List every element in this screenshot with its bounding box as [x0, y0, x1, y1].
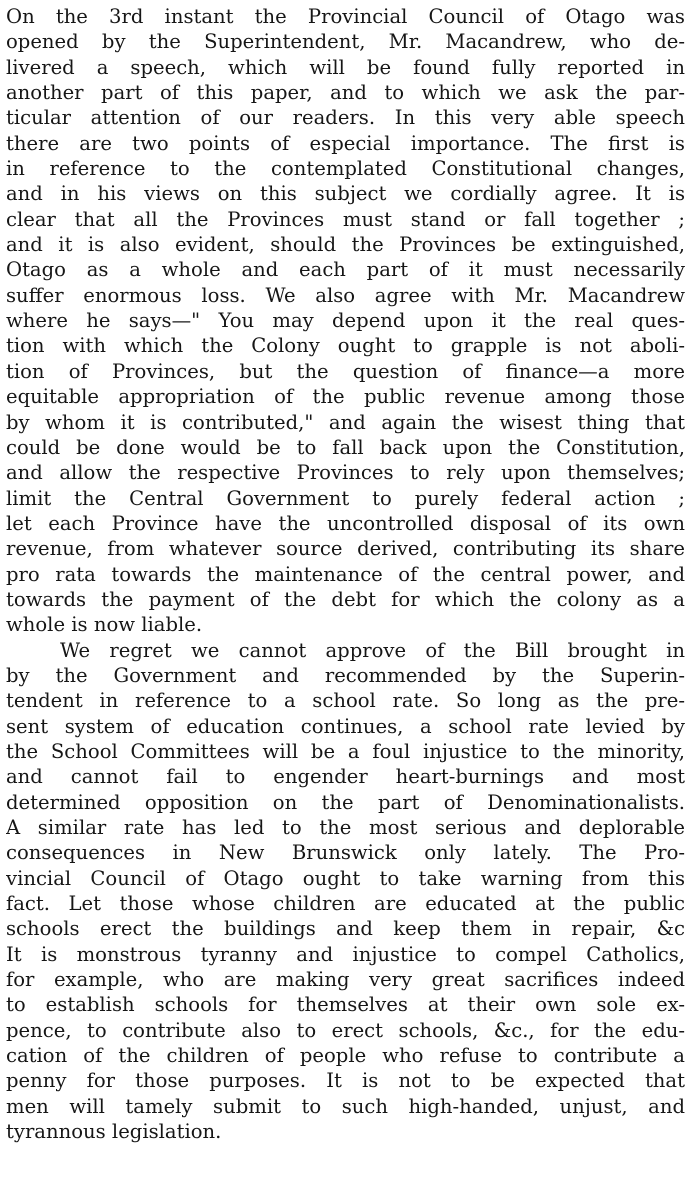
text-line: tion of Provinces, but the question of finance—a more — [6, 359, 685, 383]
text-line: consequences in New Brunswick only lately. The Pro- — [6, 841, 685, 865]
text-line: by whom it is contributed," and again the wisest thing that — [6, 410, 685, 434]
text-line: the School Committees will be a foul injustice to the minority, — [6, 739, 685, 763]
text-line: where he says—" You may depend upon it the real ques- — [6, 309, 685, 333]
text-line: It is monstrous tyranny and injustice to compel Catholics, — [6, 942, 685, 966]
text-line: whole is now liable. — [6, 613, 203, 637]
text-line: vincial Council of Otago ought to take warning from this — [6, 866, 685, 890]
text-line: for example, who are making very great sacrifices indeed — [6, 968, 685, 992]
text-line: sent system of education continues, a school rate levied by — [6, 714, 685, 738]
text-line: to establish schools for themselves at their own sole ex- — [6, 993, 685, 1017]
text-line: there are two points of especial importance. The first is — [6, 131, 685, 155]
text-line: and it is also evident, should the Provinces be extinguished, — [6, 233, 685, 257]
text-line: livered a speech, which will be found fully reported in — [6, 55, 685, 79]
text-line: men will tamely submit to such high-handed, unjust, and — [6, 1094, 685, 1118]
text-line: and allow the respective Provinces to rely upon themselves; — [6, 461, 685, 485]
newspaper-clipping — [0, 4, 692, 1193]
text-line: towards the payment of the debt for which the colony as a — [6, 587, 685, 611]
text-line: schools erect the buildings and keep them in repair, &c — [6, 917, 685, 941]
text-line: Otago as a whole and each part of it must necessarily — [6, 258, 685, 282]
text-line: pence, to contribute also to erect schools, &c., for the edu- — [6, 1018, 685, 1042]
text-line: and in his views on this subject we cordially agree. It is — [6, 182, 685, 206]
text-line: We regret we cannot approve of the Bill brought in — [60, 638, 685, 662]
text-line: equitable appropriation of the public revenue among those — [6, 385, 685, 409]
text-line: opened by the Superintendent, Mr. Macandrew, who de- — [6, 30, 685, 54]
text-line: revenue, from whatever source derived, contributing its share — [6, 537, 685, 561]
text-line: in reference to the contemplated Constitutional changes, — [6, 157, 685, 181]
text-line: ticular attention of our readers. In this very able speech — [6, 106, 685, 130]
text-line: fact. Let those whose children are educated at the public — [6, 892, 685, 916]
text-line: tion with which the Colony ought to grapple is not aboli- — [6, 334, 685, 358]
text-line: by the Government and recommended by the Superin- — [6, 663, 685, 687]
article-body — [6, 4, 685, 1144]
text-line: pro rata towards the maintenance of the central power, and — [6, 562, 685, 586]
text-line: On the 3rd instant the Provincial Council of Otago was — [6, 5, 685, 28]
text-line: tendent in reference to a school rate. So long as the pre- — [6, 689, 685, 713]
text-line: limit the Central Government to purely federal action ; — [6, 486, 685, 510]
text-line: and cannot fail to engender heart-burnings and most — [6, 765, 685, 789]
text-line: determined opposition on the part of Denominationalists. — [6, 790, 685, 814]
paragraph-1 — [6, 4, 685, 638]
text-line: another part of this paper, and to which we ask the par- — [6, 81, 685, 105]
text-line: could be done would be to fall back upon the Constitution, — [6, 435, 685, 459]
text-line: let each Province have the uncontrolled disposal of its own — [6, 511, 685, 535]
text-line: tyrannous legislation. — [6, 1120, 222, 1144]
text-line: cation of the children of people who refuse to contribute a — [6, 1044, 685, 1068]
text-line: suffer enormous loss. We also agree with Mr. Macandrew — [6, 283, 685, 307]
text-line: A similar rate has led to the most serious and deplorable — [6, 816, 685, 839]
text-line: clear that all the Provinces must stand or fall together ; — [6, 207, 685, 231]
paragraph-2 — [6, 638, 685, 1145]
text-line: penny for those purposes. It is not to be expected that — [6, 1069, 685, 1093]
